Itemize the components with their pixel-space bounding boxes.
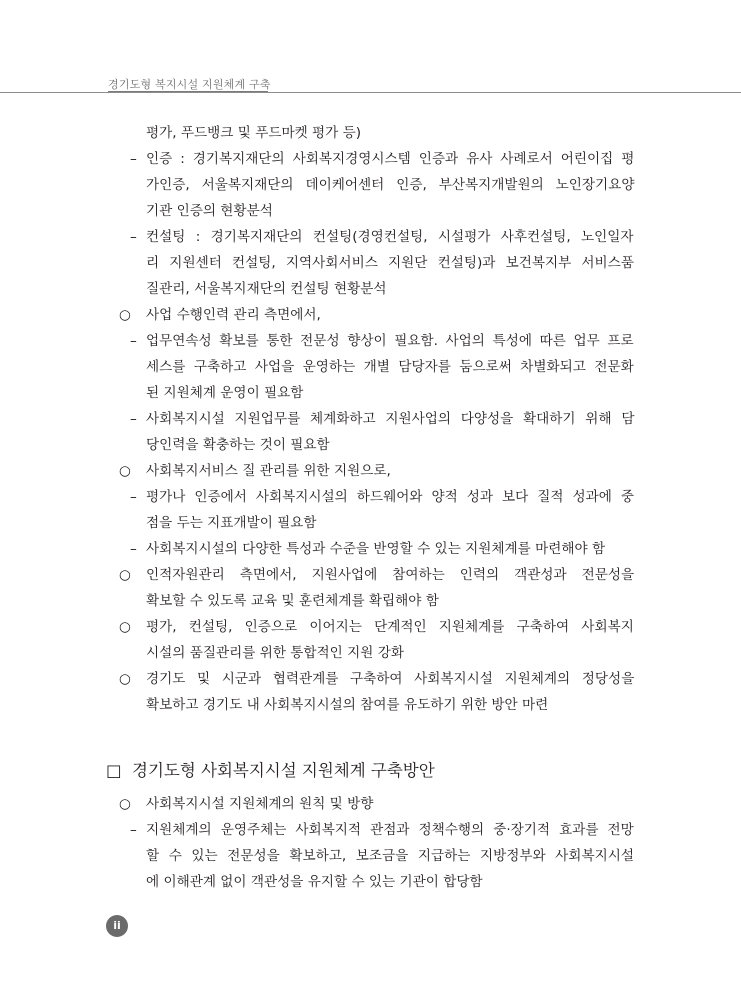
section-title: 경기도형 사회복지시설 지원체계 구축방안 bbox=[132, 761, 435, 780]
dash-bullet-icon: – bbox=[130, 822, 137, 838]
dash-bullet-icon: – bbox=[130, 489, 137, 505]
text-line: 업무연속성 확보를 통한 전문성 향상이 필요함. 사업의 특성에 따른 업무 프로 bbox=[146, 333, 634, 349]
text-line: 할 수 있는 전문성을 확보하고, 보조금을 지급하는 지방정부와 사회복지시설 bbox=[146, 848, 634, 864]
text-line: 사회복지시설 지원업무를 체계화하고 지원사업의 다양성을 확대하기 위해 담 bbox=[146, 411, 635, 427]
text-line: 컨설팅 : 경기복지재단의 컨설팅(경영컨설팅, 시설평가 사후컨설팅, 노인일자 bbox=[146, 229, 634, 245]
text-line: 리 지원센터 컨설팅, 지역사회서비스 지원단 컨설팅)과 보건복지부 서비스품 bbox=[146, 255, 634, 271]
header-rule bbox=[0, 92, 741, 93]
text-line: 경기도 및 시군과 협력관계를 구축하여 사회복지시설 지원체계의 정당성을 bbox=[146, 671, 635, 687]
dash-bullet-icon: – bbox=[130, 411, 137, 427]
dash-bullet-icon: – bbox=[130, 151, 137, 167]
circle-bullet-icon: ○ bbox=[119, 463, 131, 479]
circle-bullet-icon: ○ bbox=[119, 671, 131, 687]
circle-bullet-icon: ○ bbox=[119, 567, 131, 583]
running-header: 경기도형 복지시설 지원체계 구축 bbox=[108, 78, 271, 91]
text-line: 사회복지시설의 다양한 특성과 수준을 반영할 수 있는 지원체계를 마련해야 함 bbox=[146, 541, 606, 557]
text-line: 평가, 푸드뱅크 및 푸드마켓 평가 등) bbox=[146, 125, 362, 141]
text-line: 확보하고 경기도 내 사회복지시설의 참여를 유도하기 위한 방안 마련 bbox=[146, 697, 549, 713]
circle-bullet-icon: ○ bbox=[119, 307, 131, 323]
text-line: 확보할 수 있도록 교육 및 훈련체계를 확립해야 함 bbox=[146, 593, 439, 609]
text-line: 당인력을 확충하는 것이 필요함 bbox=[146, 437, 330, 453]
text-line: 사회복지서비스 질 관리를 위한 지원으로, bbox=[146, 463, 391, 479]
text-line: 인적자원관리 측면에서, 지원사업에 참여하는 인력의 객관성과 전문성을 bbox=[146, 567, 635, 583]
section-square-icon: □ bbox=[106, 761, 122, 780]
text-line: 지원체계의 운영주체는 사회복지적 관점과 정책수행의 중·장기적 효과를 전망 bbox=[146, 822, 634, 838]
text-line: 사업 수행인력 관리 측면에서, bbox=[146, 307, 321, 323]
text-line: 질관리, 서울복지재단의 컨설팅 현황분석 bbox=[146, 281, 387, 297]
text-line: 된 지원체계 운영이 필요함 bbox=[146, 385, 304, 401]
text-line: 세스를 구축하고 사업을 운영하는 개별 담당자를 둠으로써 차별화되고 전문화 bbox=[146, 359, 634, 375]
dash-bullet-icon: – bbox=[130, 229, 137, 245]
text-line: 평가나 인증에서 사회복지시설의 하드웨어와 양적 성과 보다 질적 성과에 중 bbox=[146, 489, 634, 505]
text-line: 사회복지시설 지원체계의 원칙 및 방향 bbox=[146, 796, 374, 812]
circle-bullet-icon: ○ bbox=[119, 619, 131, 635]
text-line: 에 이해관계 없이 객관성을 유지할 수 있는 기관이 합당함 bbox=[146, 874, 483, 890]
dash-bullet-icon: – bbox=[130, 333, 137, 349]
dash-bullet-icon: – bbox=[130, 541, 137, 557]
text-line: 시설의 품질관리를 위한 통합적인 지원 강화 bbox=[146, 645, 404, 661]
circle-bullet-icon: ○ bbox=[119, 796, 131, 812]
text-line: 점을 두는 지표개발이 필요함 bbox=[146, 515, 317, 531]
text-line: 가인증, 서울복지재단의 데이케어센터 인증, 부산복지개발원의 노인장기요양 bbox=[146, 177, 635, 193]
text-line: 평가, 컨설팅, 인증으로 이어지는 단계적인 지원체계를 구축하여 사회복지 bbox=[146, 619, 634, 635]
page-number-badge: ii bbox=[106, 915, 128, 937]
text-line: 인증 : 경기복지재단의 사회복지경영시스템 인증과 유사 사례로서 어린이집 평 bbox=[146, 151, 635, 167]
text-line: 기관 인증의 현황분석 bbox=[146, 203, 273, 219]
